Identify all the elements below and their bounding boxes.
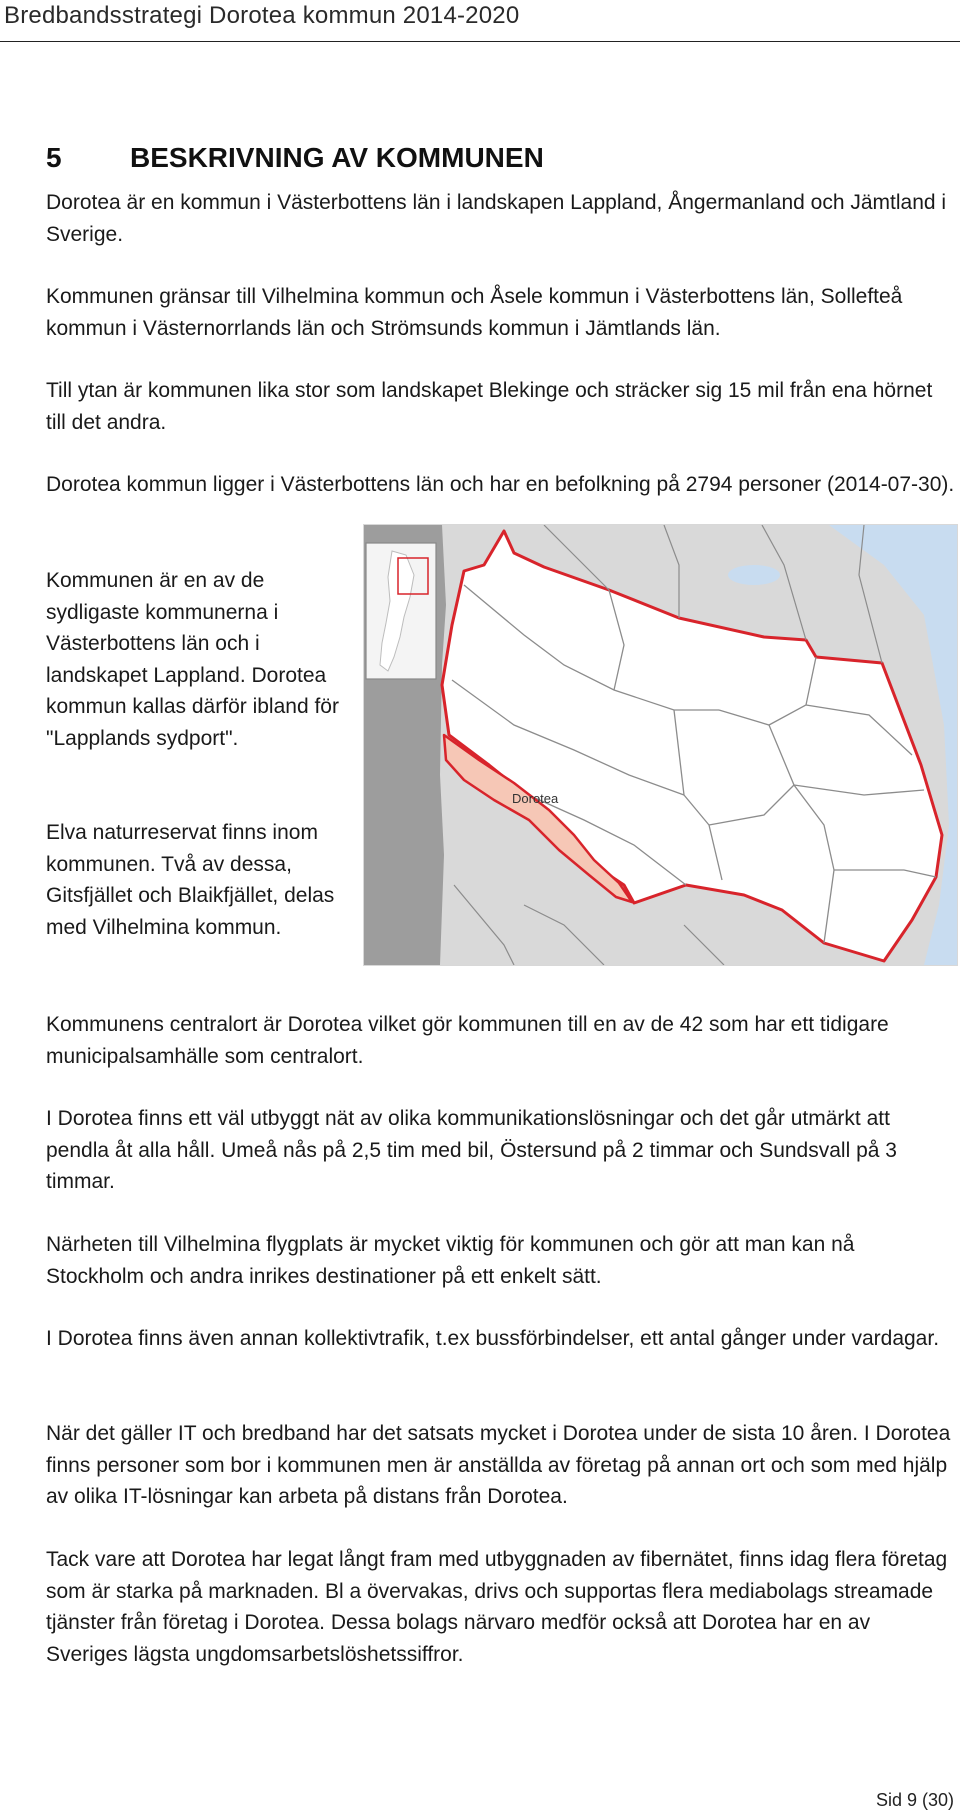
page-header: [0, 0, 960, 42]
section-title: BESKRIVNING AV KOMMUNEN: [130, 142, 544, 173]
paragraph-population: Dorotea kommun ligger i Västerbottens län och har en befolkning på 2794 personer (2014-07-30).: [46, 473, 955, 496]
map-lake: [728, 565, 780, 585]
dorotea-map-label: Dorotea: [512, 791, 559, 806]
paragraph-it-broadband: När det gäller IT och bredband har det satsats mycket i Dorotea under de sista 10 åren. I Dorotea finns personer som bor i kommunen men är anställda av företag på annan ort och som med hjälp av olika IT-lösningar kan arbeta på distans från Dorotea.: [46, 1422, 951, 1508]
paragraph-central-town: Kommunens centralort är Dorotea vilket gör kommunen till en av de 42 som har ett tidigare municipalsamhälle som centralort.: [46, 1013, 889, 1068]
document-title: Bredbandsstrategi Dorotea kommun 2014-2020: [4, 2, 520, 29]
paragraph-nature-reserves: Elva naturreservat finns inom kommunen. Två av dessa, Gitsfjället och Blaikfjället, delas med Vilhelmina kommun.: [46, 821, 335, 939]
paragraph-communications: I Dorotea finns ett väl utbyggt nät av olika kommunikationslösningar och det går utmärkt att pendla åt alla håll. Umeå nås på 2,5 tim med bil, Östersund på 2 timmar och Sundsvall på 3 timmar.: [46, 1107, 897, 1193]
paragraph-location: Dorotea är en kommun i Västerbottens län i landskapen Lappland, Ångermanland och Jämtland i Sverige.: [46, 191, 947, 246]
section-number: 5: [46, 142, 62, 173]
paragraph-public-transport: I Dorotea finns även annan kollektivtrafik, t.ex bussförbindelser, ett antal gånger under vardagar.: [46, 1327, 940, 1350]
paragraph-area: Till ytan är kommunen lika stor som landskapet Blekinge och sträcker sig 15 mil från ena hörnet till det andra.: [46, 379, 933, 434]
section-heading: [46, 142, 544, 174]
page-number: Sid 9 (30): [875, 1790, 954, 1810]
paragraph-borders: Kommunen gränsar till Vilhelmina kommun och Åsele kommun i Västerbottens län, Sollefteå kommun i Västernorrlands län och Strömsunds kommun i Jämtlands län.: [46, 285, 903, 340]
paragraph-airport: Närheten till Vilhelmina flygplats är mycket viktig för kommunen och gör att man kan nå Stockholm och andra inrikes destinationer på ett enkelt sätt.: [46, 1233, 855, 1288]
paragraph-sydport: Kommunen är en av de sydligaste kommunerna i Västerbottens län och i landskapet Lappland. Dorotea kommun kallas därför ibland för "Lapplands sydport".: [46, 569, 339, 750]
municipality-map: [363, 524, 958, 966]
paragraph-fiber-network: Tack vare att Dorotea har legat långt fram med utbyggnaden av fibernätet, finns idag flera företag som är starka på marknaden. Bl a övervakas, drivs och supportas flera mediabolags streamade tjänster från företag i Dorotea. Dessa bolags närvaro medför också att Dorotea har en av Sveriges lägsta ungdomsarbetslöshetssiffror.: [46, 1548, 948, 1666]
